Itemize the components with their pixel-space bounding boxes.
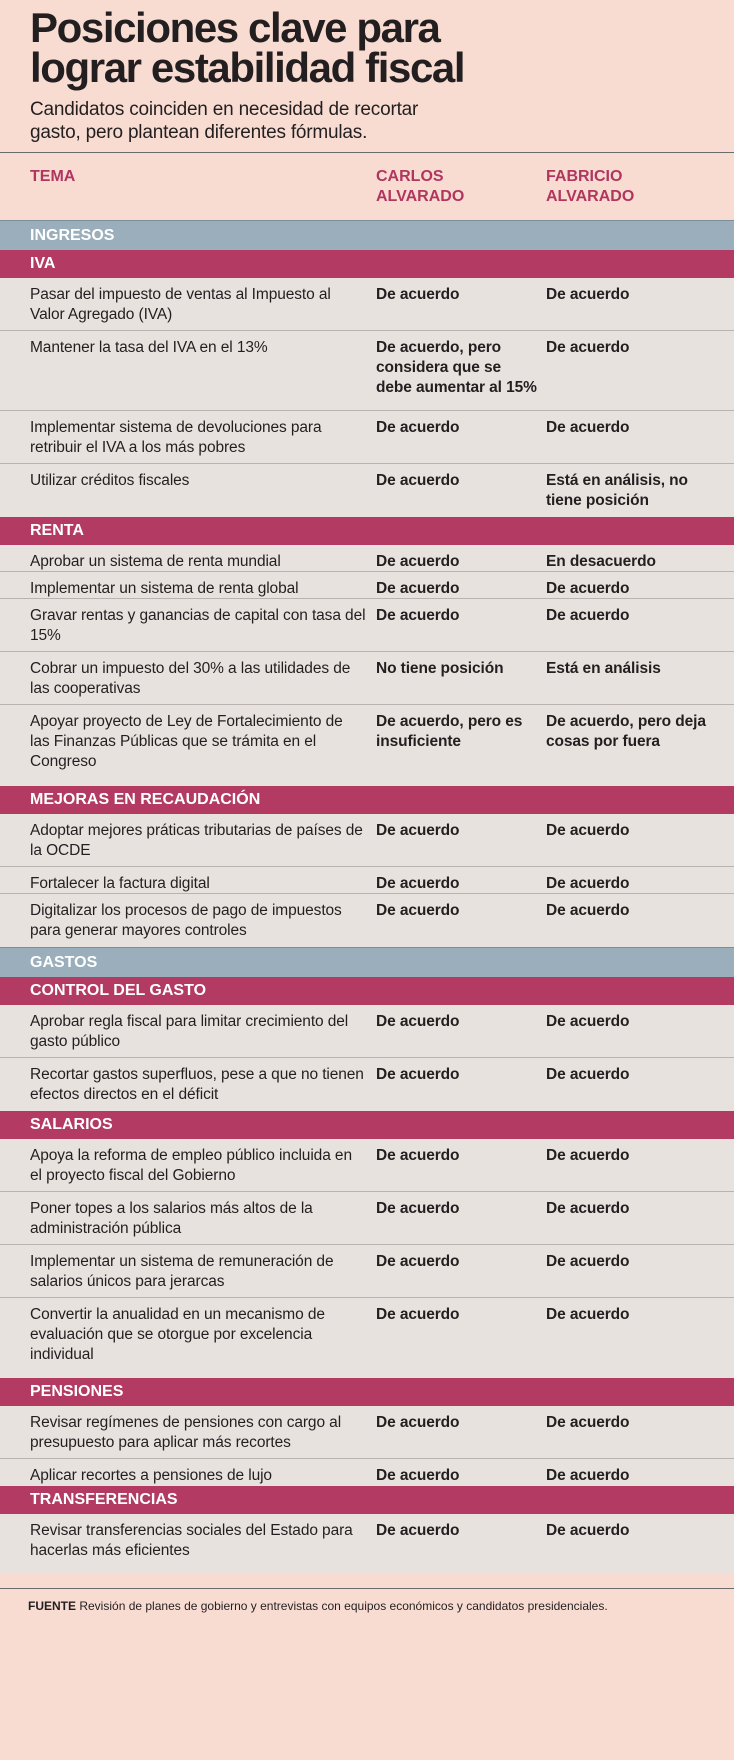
row-carlos-position: De acuerdo xyxy=(376,472,460,489)
row-tema: Convertir la anualidad en un mecanismo de evaluación que se otorgue por excelencia individual xyxy=(30,1306,325,1363)
row-carlos-position: De acuerdo xyxy=(376,1066,460,1083)
row-tema: Aprobar regla fiscal para limitar crecimiento del gasto público xyxy=(30,1013,349,1050)
table-row xyxy=(0,599,734,652)
group-gastos: GASTOS xyxy=(0,947,734,977)
row-carlos-position: De acuerdo, pero es insuficiente xyxy=(376,713,523,750)
section-transferencias: TRANSFERENCIAS xyxy=(0,1486,734,1514)
rows-control xyxy=(0,1005,734,1111)
rows-transferencias xyxy=(0,1514,734,1574)
positions-table xyxy=(0,152,734,1574)
row-fabricio-position: De acuerdo xyxy=(546,1467,630,1484)
row-fabricio-position: De acuerdo, pero deja cosas por fuera xyxy=(546,713,706,750)
row-carlos-position: De acuerdo xyxy=(376,1522,460,1539)
row-fabricio-position: De acuerdo xyxy=(546,1306,630,1323)
row-tema: Cobrar un impuesto del 30% a las utilidades de las cooperativas xyxy=(30,660,351,697)
row-fabricio-position: De acuerdo xyxy=(546,902,630,919)
row-carlos-position: De acuerdo xyxy=(376,580,460,597)
footer-text: Revisión de planes de gobierno y entrevistas con equipos económicos y candidatos presidenciales. xyxy=(79,1599,608,1613)
column-header-carlos xyxy=(376,167,546,220)
row-carlos-position: De acuerdo xyxy=(376,419,460,436)
table-row xyxy=(0,1139,734,1192)
title-line-1: Posiciones clave para xyxy=(30,4,440,51)
row-fabricio-position: De acuerdo xyxy=(546,286,630,303)
rows-recaudacion xyxy=(0,814,734,947)
footer-source xyxy=(0,1588,734,1613)
row-fabricio-position: De acuerdo xyxy=(546,607,630,624)
column-header-carlos-line1: CARLOS xyxy=(376,168,444,185)
column-header-fabricio-line1: FABRICIO xyxy=(546,168,623,185)
table-row xyxy=(0,1192,734,1245)
row-fabricio-position: De acuerdo xyxy=(546,1013,630,1030)
row-tema: Gravar rentas y ganancias de capital con tasa del 15% xyxy=(30,607,366,644)
table-row xyxy=(0,545,734,572)
row-carlos-position: De acuerdo, pero considera que se debe aumentar al 15% xyxy=(376,339,537,396)
row-carlos-position: De acuerdo xyxy=(376,875,460,892)
title-line-2: lograr estabilidad fiscal xyxy=(30,44,465,91)
table-row xyxy=(0,331,734,411)
row-tema: Fortalecer la factura digital xyxy=(30,875,210,892)
row-carlos-position: De acuerdo xyxy=(376,822,460,839)
table-row xyxy=(0,1058,734,1111)
section-iva: IVA xyxy=(0,250,734,278)
rows-renta xyxy=(0,545,734,786)
subtitle-line-2: gasto, pero plantean diferentes fórmulas. xyxy=(30,122,368,143)
column-header-carlos-line2: ALVARADO xyxy=(376,188,465,205)
row-fabricio-position: Está en análisis xyxy=(546,660,661,677)
table-row xyxy=(0,705,734,786)
section-control-gasto: CONTROL DEL GASTO xyxy=(0,977,734,1005)
row-tema: Digitalizar los procesos de pago de impuestos para generar mayores controles xyxy=(30,902,342,939)
row-tema: Aprobar un sistema de renta mundial xyxy=(30,553,281,570)
row-fabricio-position: De acuerdo xyxy=(546,419,630,436)
row-carlos-position: De acuerdo xyxy=(376,607,460,624)
row-fabricio-position: De acuerdo xyxy=(546,1147,630,1164)
row-tema: Apoya la reforma de empleo público incluida en el proyecto fiscal del Gobierno xyxy=(30,1147,352,1184)
column-header-tema: TEMA xyxy=(30,168,76,185)
row-carlos-position: De acuerdo xyxy=(376,1200,460,1217)
rows-pensiones xyxy=(0,1406,734,1486)
row-carlos-position: De acuerdo xyxy=(376,1013,460,1030)
row-tema: Poner topes a los salarios más altos de la administración pública xyxy=(30,1200,313,1237)
page-title xyxy=(30,4,702,91)
row-tema: Pasar del impuesto de ventas al Impuesto al Valor Agregado (IVA) xyxy=(30,286,331,323)
row-carlos-position: De acuerdo xyxy=(376,286,460,303)
row-carlos-position: De acuerdo xyxy=(376,1467,460,1484)
row-fabricio-position: En desacuerdo xyxy=(546,553,656,570)
row-tema: Implementar un sistema de renta global xyxy=(30,580,299,597)
row-tema: Mantener la tasa del IVA en el 13% xyxy=(30,339,268,356)
table-row xyxy=(0,1298,734,1378)
row-fabricio-position: De acuerdo xyxy=(546,1522,630,1539)
row-tema: Recortar gastos superfluos, pese a que no tienen efectos directos en el déficit xyxy=(30,1066,364,1103)
row-fabricio-position: Está en análisis, no tiene posición xyxy=(546,472,688,509)
table-row xyxy=(0,411,734,464)
row-carlos-position: De acuerdo xyxy=(376,1306,460,1323)
group-ingresos: INGRESOS xyxy=(0,220,734,250)
table-row xyxy=(0,814,734,867)
row-fabricio-position: De acuerdo xyxy=(546,1414,630,1431)
row-carlos-position: De acuerdo xyxy=(376,902,460,919)
column-header-fabricio xyxy=(546,167,734,220)
row-tema: Adoptar mejores práticas tributarias de países de la OCDE xyxy=(30,822,363,859)
row-tema: Utilizar créditos fiscales xyxy=(30,472,190,489)
rows-salarios xyxy=(0,1139,734,1378)
column-header-fabricio-line2: ALVARADO xyxy=(546,188,635,205)
table-row xyxy=(0,1406,734,1459)
row-fabricio-position: De acuerdo xyxy=(546,1200,630,1217)
table-row xyxy=(0,894,734,947)
subtitle xyxy=(30,98,702,144)
row-fabricio-position: De acuerdo xyxy=(546,339,630,356)
rows-iva xyxy=(0,278,734,517)
section-renta: RENTA xyxy=(0,517,734,545)
row-carlos-position: De acuerdo xyxy=(376,553,460,570)
section-recaudacion: MEJORAS EN RECAUDACIÓN xyxy=(0,786,734,814)
row-fabricio-position: De acuerdo xyxy=(546,822,630,839)
row-carlos-position: De acuerdo xyxy=(376,1253,460,1270)
table-row xyxy=(0,1245,734,1298)
row-fabricio-position: De acuerdo xyxy=(546,1253,630,1270)
footer-label: FUENTE xyxy=(28,1599,76,1613)
section-pensiones: PENSIONES xyxy=(0,1378,734,1406)
table-row xyxy=(0,1459,734,1486)
table-row xyxy=(0,1005,734,1058)
row-fabricio-position: De acuerdo xyxy=(546,580,630,597)
row-carlos-position: De acuerdo xyxy=(376,1414,460,1431)
row-tema: Implementar un sistema de remuneración de salarios únicos para jerarcas xyxy=(30,1253,334,1290)
row-tema: Implementar sistema de devoluciones para retribuir el IVA a los más pobres xyxy=(30,419,322,456)
table-row xyxy=(0,572,734,599)
section-salarios: SALARIOS xyxy=(0,1111,734,1139)
table-row xyxy=(0,652,734,705)
header xyxy=(0,0,734,144)
row-fabricio-position: De acuerdo xyxy=(546,1066,630,1083)
row-fabricio-position: De acuerdo xyxy=(546,875,630,892)
row-tema: Revisar transferencias sociales del Estado para hacerlas más eficientes xyxy=(30,1522,353,1559)
subtitle-line-1: Candidatos coinciden en necesidad de recortar xyxy=(30,99,419,120)
table-row xyxy=(0,464,734,517)
row-tema: Revisar regímenes de pensiones con cargo al presupuesto para aplicar más recortes xyxy=(30,1414,342,1451)
row-tema: Aplicar recortes a pensiones de lujo xyxy=(30,1467,272,1484)
table-row xyxy=(0,867,734,894)
row-carlos-position: De acuerdo xyxy=(376,1147,460,1164)
table-row xyxy=(0,1514,734,1574)
row-carlos-position: No tiene posición xyxy=(376,660,504,677)
row-tema: Apoyar proyecto de Ley de Fortalecimiento de las Finanzas Públicas que se trámita en el Congreso xyxy=(30,713,343,770)
column-headers xyxy=(0,152,734,220)
table-row xyxy=(0,278,734,331)
